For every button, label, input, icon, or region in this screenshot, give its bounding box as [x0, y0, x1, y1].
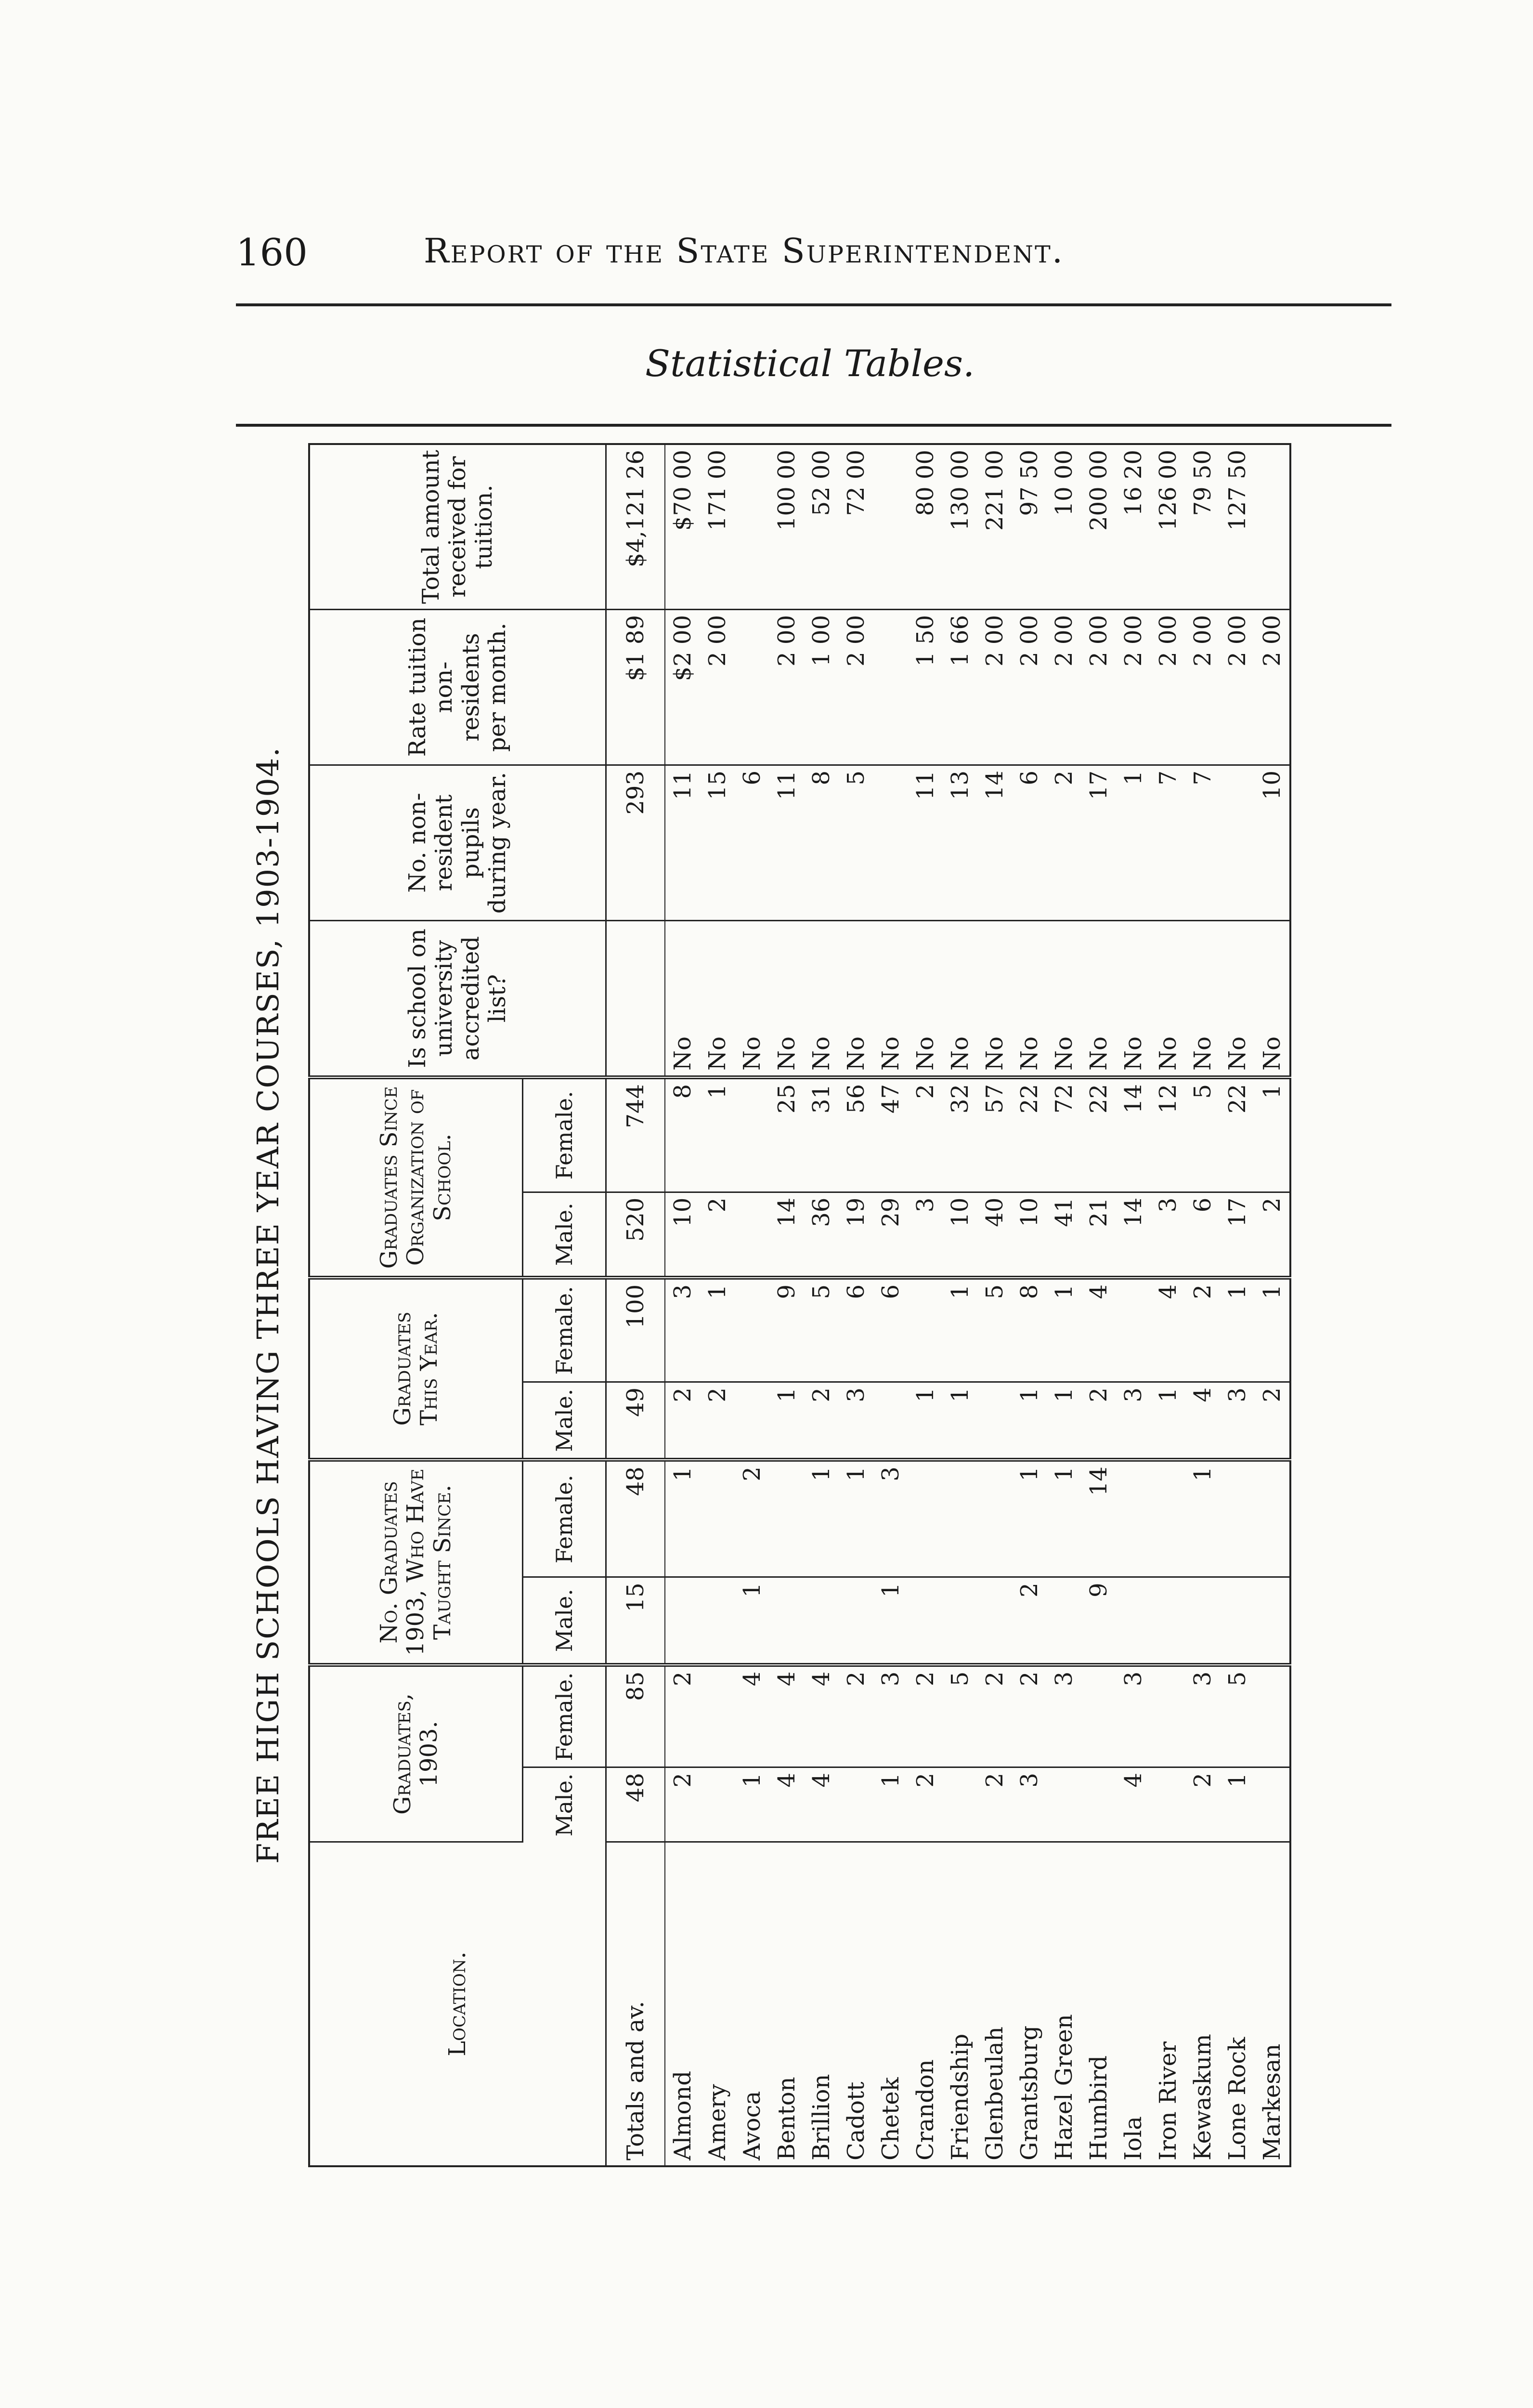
cell-value: No: [700, 921, 735, 1078]
cell-value: [1255, 1767, 1290, 1842]
table-row: [1116, 444, 1151, 2166]
cell-value: [1116, 1460, 1151, 1577]
cell-value: 10: [1255, 765, 1290, 921]
cell-value: 1: [943, 1278, 977, 1382]
row-location: Amery: [704, 2084, 731, 2160]
cell-value: 97 50: [1012, 444, 1047, 610]
table-row: [1047, 444, 1081, 2166]
cell-value: 4: [1116, 1767, 1151, 1842]
cell-value: [943, 1460, 977, 1577]
header-female: Female.: [523, 1460, 606, 1577]
cell-value: $2 00: [665, 610, 700, 765]
cell-value: [700, 1577, 735, 1665]
cell-value: 41: [1047, 1192, 1081, 1278]
cell-value: 200 00: [1081, 444, 1116, 610]
cell-value: [873, 1382, 908, 1460]
cell-value: 79 50: [1185, 444, 1220, 610]
cell-value: 10: [943, 1192, 977, 1278]
table-row: [908, 444, 943, 2166]
cell-value: 2: [1185, 1767, 1220, 1842]
cell-value: No: [769, 921, 804, 1078]
cell-value: 4: [769, 1665, 804, 1767]
cell-value: 4: [1081, 1278, 1116, 1382]
cell-value: 2: [908, 1077, 943, 1192]
cell-value: 7: [1151, 765, 1185, 921]
cell-value: 2: [1012, 1665, 1047, 1767]
cell-value: No: [873, 921, 908, 1078]
cell-value: 2: [735, 1460, 769, 1577]
cell-value: 47: [873, 1077, 908, 1192]
cell-value: 1: [1047, 1278, 1081, 1382]
cell-value: No: [977, 921, 1012, 1078]
cell-value: 3: [1220, 1382, 1255, 1460]
cell-value: [769, 1577, 804, 1665]
cell-value: [1047, 1767, 1081, 1842]
cell-value: 2: [1185, 1278, 1220, 1382]
header-rule: [236, 303, 1391, 306]
cell-value: 2: [908, 1767, 943, 1842]
table-row: [873, 444, 908, 2166]
cell-value: 3: [1116, 1382, 1151, 1460]
cell-value: [943, 1767, 977, 1842]
cell-value: [943, 1577, 977, 1665]
cell-value: No: [1255, 921, 1290, 1078]
cell-value: [1220, 1577, 1255, 1665]
row-location: Brillion: [808, 2074, 835, 2160]
cell-value: 29: [873, 1192, 908, 1278]
cell-value: 2: [1047, 765, 1081, 921]
cell-value: 2 00: [1047, 610, 1081, 765]
cell-value: 3: [1116, 1665, 1151, 1767]
cell-value: [1081, 1665, 1116, 1767]
cell-value: 57: [977, 1077, 1012, 1192]
cell-value: 2 00: [977, 610, 1012, 765]
row-location: Grantsburg: [1016, 2025, 1043, 2160]
cell-value: [908, 1460, 943, 1577]
cell-value: 2: [977, 1665, 1012, 1767]
cell-value: No: [1185, 921, 1220, 1078]
cell-value: [873, 444, 908, 610]
cell-value: 4: [735, 1665, 769, 1767]
cell-value: 1: [804, 1460, 839, 1577]
cell-value: [1151, 1577, 1185, 1665]
header-female: Female.: [523, 1077, 606, 1192]
cell-value: 2: [700, 1192, 735, 1278]
row-location: Glenbeulah: [981, 2027, 1008, 2160]
cell-value: $1 89: [606, 610, 665, 765]
cell-value: 3: [665, 1278, 700, 1382]
cell-value: [735, 1382, 769, 1460]
table-row: [1220, 444, 1255, 2166]
cell-value: 100: [606, 1278, 665, 1382]
cell-value: 2: [804, 1382, 839, 1460]
cell-value: 48: [606, 1767, 665, 1842]
cell-value: 2 00: [700, 610, 735, 765]
cell-value: [908, 1278, 943, 1382]
cell-value: 14: [1081, 1460, 1116, 1577]
table-row: [1255, 444, 1290, 2166]
cell-value: 6: [839, 1278, 873, 1382]
cell-value: [1151, 1767, 1185, 1842]
cell-value: [1255, 444, 1290, 610]
cell-value: 126 00: [1151, 444, 1185, 610]
row-location: Iola: [1120, 2116, 1147, 2160]
cell-value: 2 00: [839, 610, 873, 765]
cell-value: [1151, 1460, 1185, 1577]
header-female: Female.: [523, 1665, 606, 1767]
cell-value: 17: [1220, 1192, 1255, 1278]
cell-value: 31: [804, 1077, 839, 1192]
cell-value: 48: [606, 1460, 665, 1577]
cell-value: 2: [977, 1767, 1012, 1842]
cell-value: No: [1151, 921, 1185, 1078]
cell-value: 1: [735, 1767, 769, 1842]
cell-value: 11: [769, 765, 804, 921]
cell-value: 293: [606, 765, 665, 921]
cell-value: 1 00: [804, 610, 839, 765]
statistics-table: [308, 443, 1291, 2167]
cell-value: 2 00: [1081, 610, 1116, 765]
cell-value: 11: [908, 765, 943, 921]
cell-value: 5: [1220, 1665, 1255, 1767]
row-location: Avoca: [739, 2091, 766, 2160]
cell-value: [1151, 1665, 1185, 1767]
cell-value: 6: [735, 765, 769, 921]
header-male: Male.: [523, 1767, 606, 1842]
cell-value: 2: [700, 1382, 735, 1460]
cell-value: 520: [606, 1192, 665, 1278]
cell-value: 4: [1151, 1278, 1185, 1382]
cell-value: 8: [1012, 1278, 1047, 1382]
cell-value: 7: [1185, 765, 1220, 921]
header-taught-since: No. Graduates 1903, Who Have Taught Since.: [309, 1460, 523, 1665]
cell-value: 2: [1255, 1192, 1290, 1278]
cell-value: No: [1012, 921, 1047, 1078]
cell-value: [977, 1577, 1012, 1665]
cell-value: 6: [873, 1278, 908, 1382]
cell-value: [606, 921, 665, 1078]
cell-value: 127 50: [1220, 444, 1255, 610]
cell-value: 9: [1081, 1577, 1116, 1665]
row-location: Almond: [669, 2070, 696, 2160]
cell-value: 85: [606, 1665, 665, 1767]
row-location: Cadott: [843, 2081, 870, 2160]
cell-value: [1220, 765, 1255, 921]
cell-value: 52 00: [804, 444, 839, 610]
cell-value: 2: [1081, 1382, 1116, 1460]
row-location: Crandon: [912, 2059, 939, 2160]
cell-value: 36: [804, 1192, 839, 1278]
cell-value: 1: [1220, 1278, 1255, 1382]
cell-value: 2 00: [1255, 610, 1290, 765]
cell-value: 15: [606, 1577, 665, 1665]
cell-value: [735, 1077, 769, 1192]
cell-value: No: [804, 921, 839, 1078]
cell-value: 14: [1116, 1192, 1151, 1278]
cell-value: 2 00: [1185, 610, 1220, 765]
cell-value: [1116, 1577, 1151, 1665]
table-row: [665, 444, 700, 2166]
cell-value: 2: [1255, 1382, 1290, 1460]
totals-label: Totals and av.: [606, 1842, 665, 2167]
row-location: Chetek: [877, 2077, 904, 2160]
cell-value: 1 50: [908, 610, 943, 765]
header-male: Male.: [523, 1192, 606, 1278]
cell-value: 3: [1047, 1665, 1081, 1767]
cell-value: [1116, 1278, 1151, 1382]
cell-value: 1: [908, 1382, 943, 1460]
header-location: Location.: [309, 1842, 606, 2167]
cell-value: 25: [769, 1077, 804, 1192]
cell-value: 14: [977, 765, 1012, 921]
cell-value: 3: [873, 1665, 908, 1767]
cell-value: $70 00: [665, 444, 700, 610]
cell-value: 1: [1255, 1278, 1290, 1382]
cell-value: 130 00: [943, 444, 977, 610]
cell-value: 3: [839, 1382, 873, 1460]
cell-value: 49: [606, 1382, 665, 1460]
cell-value: 3: [908, 1192, 943, 1278]
cell-value: 32: [943, 1077, 977, 1192]
cell-value: 2 00: [1012, 610, 1047, 765]
table-row: [839, 444, 873, 2166]
cell-value: 10: [1012, 1192, 1047, 1278]
cell-value: [1220, 1460, 1255, 1577]
cell-value: 5: [839, 765, 873, 921]
cell-value: 15: [700, 765, 735, 921]
cell-value: [839, 1767, 873, 1842]
table-row: [1185, 444, 1220, 2166]
cell-value: 22: [1220, 1077, 1255, 1192]
cell-value: 12: [1151, 1077, 1185, 1192]
header-accredited: Is school on university accredited list?: [309, 921, 606, 1078]
cell-value: 10: [665, 1192, 700, 1278]
cell-value: 2 00: [1151, 610, 1185, 765]
cell-value: [977, 1382, 1012, 1460]
row-location: Lone Rock: [1224, 2037, 1251, 2160]
cell-value: 1: [1255, 1077, 1290, 1192]
cell-value: 14: [769, 1192, 804, 1278]
row-location: Kewaskum: [1189, 2034, 1216, 2160]
cell-value: 100 00: [769, 444, 804, 610]
cell-value: 19: [839, 1192, 873, 1278]
cell-value: 1: [1185, 1460, 1220, 1577]
cell-value: [735, 1192, 769, 1278]
cell-value: [700, 1665, 735, 1767]
cell-value: 2 00: [1116, 610, 1151, 765]
cell-value: No: [1047, 921, 1081, 1078]
cell-value: 1: [1220, 1767, 1255, 1842]
header-male: Male.: [523, 1577, 606, 1665]
cell-value: 8: [804, 765, 839, 921]
cell-value: No: [839, 921, 873, 1078]
cell-value: 80 00: [908, 444, 943, 610]
cell-value: No: [735, 921, 769, 1078]
cell-value: [1255, 1577, 1290, 1665]
cell-value: 2: [665, 1767, 700, 1842]
table-row: [943, 444, 977, 2166]
cell-value: 1 66: [943, 610, 977, 765]
cell-value: 22: [1012, 1077, 1047, 1192]
section-subtitle: Statistical Tables.: [645, 342, 975, 385]
header-nonresident-pupils: No. non-resident pupils during year.: [309, 765, 606, 921]
rotated-table: [250, 443, 1406, 2167]
cell-value: No: [943, 921, 977, 1078]
cell-value: 1: [700, 1278, 735, 1382]
cell-value: 1: [1012, 1382, 1047, 1460]
cell-value: 1: [769, 1382, 804, 1460]
table-row: [804, 444, 839, 2166]
cell-value: 13: [943, 765, 977, 921]
cell-value: 2: [1012, 1577, 1047, 1665]
cell-value: 1: [1151, 1382, 1185, 1460]
cell-value: 4: [1185, 1382, 1220, 1460]
cell-value: 72: [1047, 1077, 1081, 1192]
cell-value: 2 00: [1220, 610, 1255, 765]
cell-value: 171 00: [700, 444, 735, 610]
cell-value: 1: [873, 1577, 908, 1665]
cell-value: 1: [1047, 1460, 1081, 1577]
cell-value: 3: [1012, 1767, 1047, 1842]
header-female: Female.: [523, 1278, 606, 1382]
cell-value: [1047, 1577, 1081, 1665]
cell-value: 2: [908, 1665, 943, 1767]
cell-value: 1: [700, 1077, 735, 1192]
cell-value: [735, 444, 769, 610]
row-location: Friendship: [947, 2033, 974, 2160]
cell-value: 5: [977, 1278, 1012, 1382]
table-row: [1151, 444, 1185, 2166]
table-row: [1081, 444, 1116, 2166]
header-male: Male.: [523, 1382, 606, 1460]
table-row: [735, 444, 769, 2166]
cell-value: [839, 1577, 873, 1665]
cell-value: [1255, 1460, 1290, 1577]
cell-value: No: [665, 921, 700, 1078]
cell-value: 56: [839, 1077, 873, 1192]
cell-value: [665, 1577, 700, 1665]
cell-value: [1255, 1665, 1290, 1767]
row-location: Benton: [773, 2077, 800, 2160]
cell-value: [873, 610, 908, 765]
cell-value: 5: [804, 1278, 839, 1382]
row-location: Iron River: [1155, 2042, 1182, 2160]
cell-value: 9: [769, 1278, 804, 1382]
cell-value: 14: [1116, 1077, 1151, 1192]
header-graduates-1903: Graduates, 1903.: [309, 1665, 523, 1842]
cell-value: 17: [1081, 765, 1116, 921]
cell-value: 40: [977, 1192, 1012, 1278]
cell-value: 5: [943, 1665, 977, 1767]
header-total-tuition: Total amount received for tuition.: [309, 444, 606, 610]
cell-value: No: [908, 921, 943, 1078]
cell-value: 1: [1047, 1382, 1081, 1460]
cell-value: [908, 1577, 943, 1665]
cell-value: 10 00: [1047, 444, 1081, 610]
cell-value: 6: [1185, 1192, 1220, 1278]
cell-value: [700, 1460, 735, 1577]
cell-value: 1: [1116, 765, 1151, 921]
cell-value: 2 00: [769, 610, 804, 765]
cell-value: [977, 1460, 1012, 1577]
cell-value: 2: [839, 1665, 873, 1767]
cell-value: [1185, 1577, 1220, 1665]
cell-value: [873, 765, 908, 921]
header-graduates-since-organization: Graduates Since Organization of School.: [309, 1077, 523, 1278]
row-location: Hazel Green: [1051, 2014, 1078, 2160]
row-location: Markesan: [1259, 2043, 1286, 2160]
cell-value: 1: [665, 1460, 700, 1577]
running-title: Report of the State Superintendent.: [424, 231, 1065, 271]
cell-value: 4: [804, 1767, 839, 1842]
totals-row: [606, 444, 665, 2166]
cell-value: 1: [735, 1577, 769, 1665]
cell-value: 3: [1185, 1665, 1220, 1767]
cell-value: 22: [1081, 1077, 1116, 1192]
cell-value: 21: [1081, 1192, 1116, 1278]
cell-value: No: [1116, 921, 1151, 1078]
cell-value: No: [1081, 921, 1116, 1078]
cell-value: [735, 1278, 769, 1382]
header-tuition-rate: Rate tuition non-residents per month.: [309, 610, 606, 765]
cell-value: 11: [665, 765, 700, 921]
cell-value: 16 20: [1116, 444, 1151, 610]
cell-value: 1: [873, 1767, 908, 1842]
cell-value: 2: [665, 1665, 700, 1767]
cell-value: 1: [1012, 1460, 1047, 1577]
cell-value: 5: [1185, 1077, 1220, 1192]
cell-value: 72 00: [839, 444, 873, 610]
table-title: FREE HIGH SCHOOLS HAVING THREE YEAR COURSES, 1903-1904.: [250, 746, 286, 1864]
cell-value: No: [1220, 921, 1255, 1078]
cell-value: 8: [665, 1077, 700, 1192]
cell-value: 6: [1012, 765, 1047, 921]
cell-value: 2: [665, 1382, 700, 1460]
row-location: Humbird: [1085, 2055, 1112, 2160]
cell-value: 4: [804, 1665, 839, 1767]
table-row: [1012, 444, 1047, 2166]
table-row: [700, 444, 735, 2166]
page-number: 160: [236, 231, 308, 275]
page-header: [236, 226, 1391, 284]
table-row: [769, 444, 804, 2166]
cell-value: 221 00: [977, 444, 1012, 610]
cell-value: [1081, 1767, 1116, 1842]
header-graduates-this-year: Graduates This Year.: [309, 1278, 523, 1460]
cell-value: 1: [839, 1460, 873, 1577]
cell-value: 744: [606, 1077, 665, 1192]
cell-value: 4: [769, 1767, 804, 1842]
cell-value: $4,121 26: [606, 444, 665, 610]
cell-value: 3: [1151, 1192, 1185, 1278]
cell-value: [804, 1577, 839, 1665]
cell-value: 1: [943, 1382, 977, 1460]
cell-value: [769, 1460, 804, 1577]
table-row: [977, 444, 1012, 2166]
cell-value: [735, 610, 769, 765]
subtitle-rule: [236, 424, 1391, 427]
cell-value: 3: [873, 1460, 908, 1577]
cell-value: [700, 1767, 735, 1842]
